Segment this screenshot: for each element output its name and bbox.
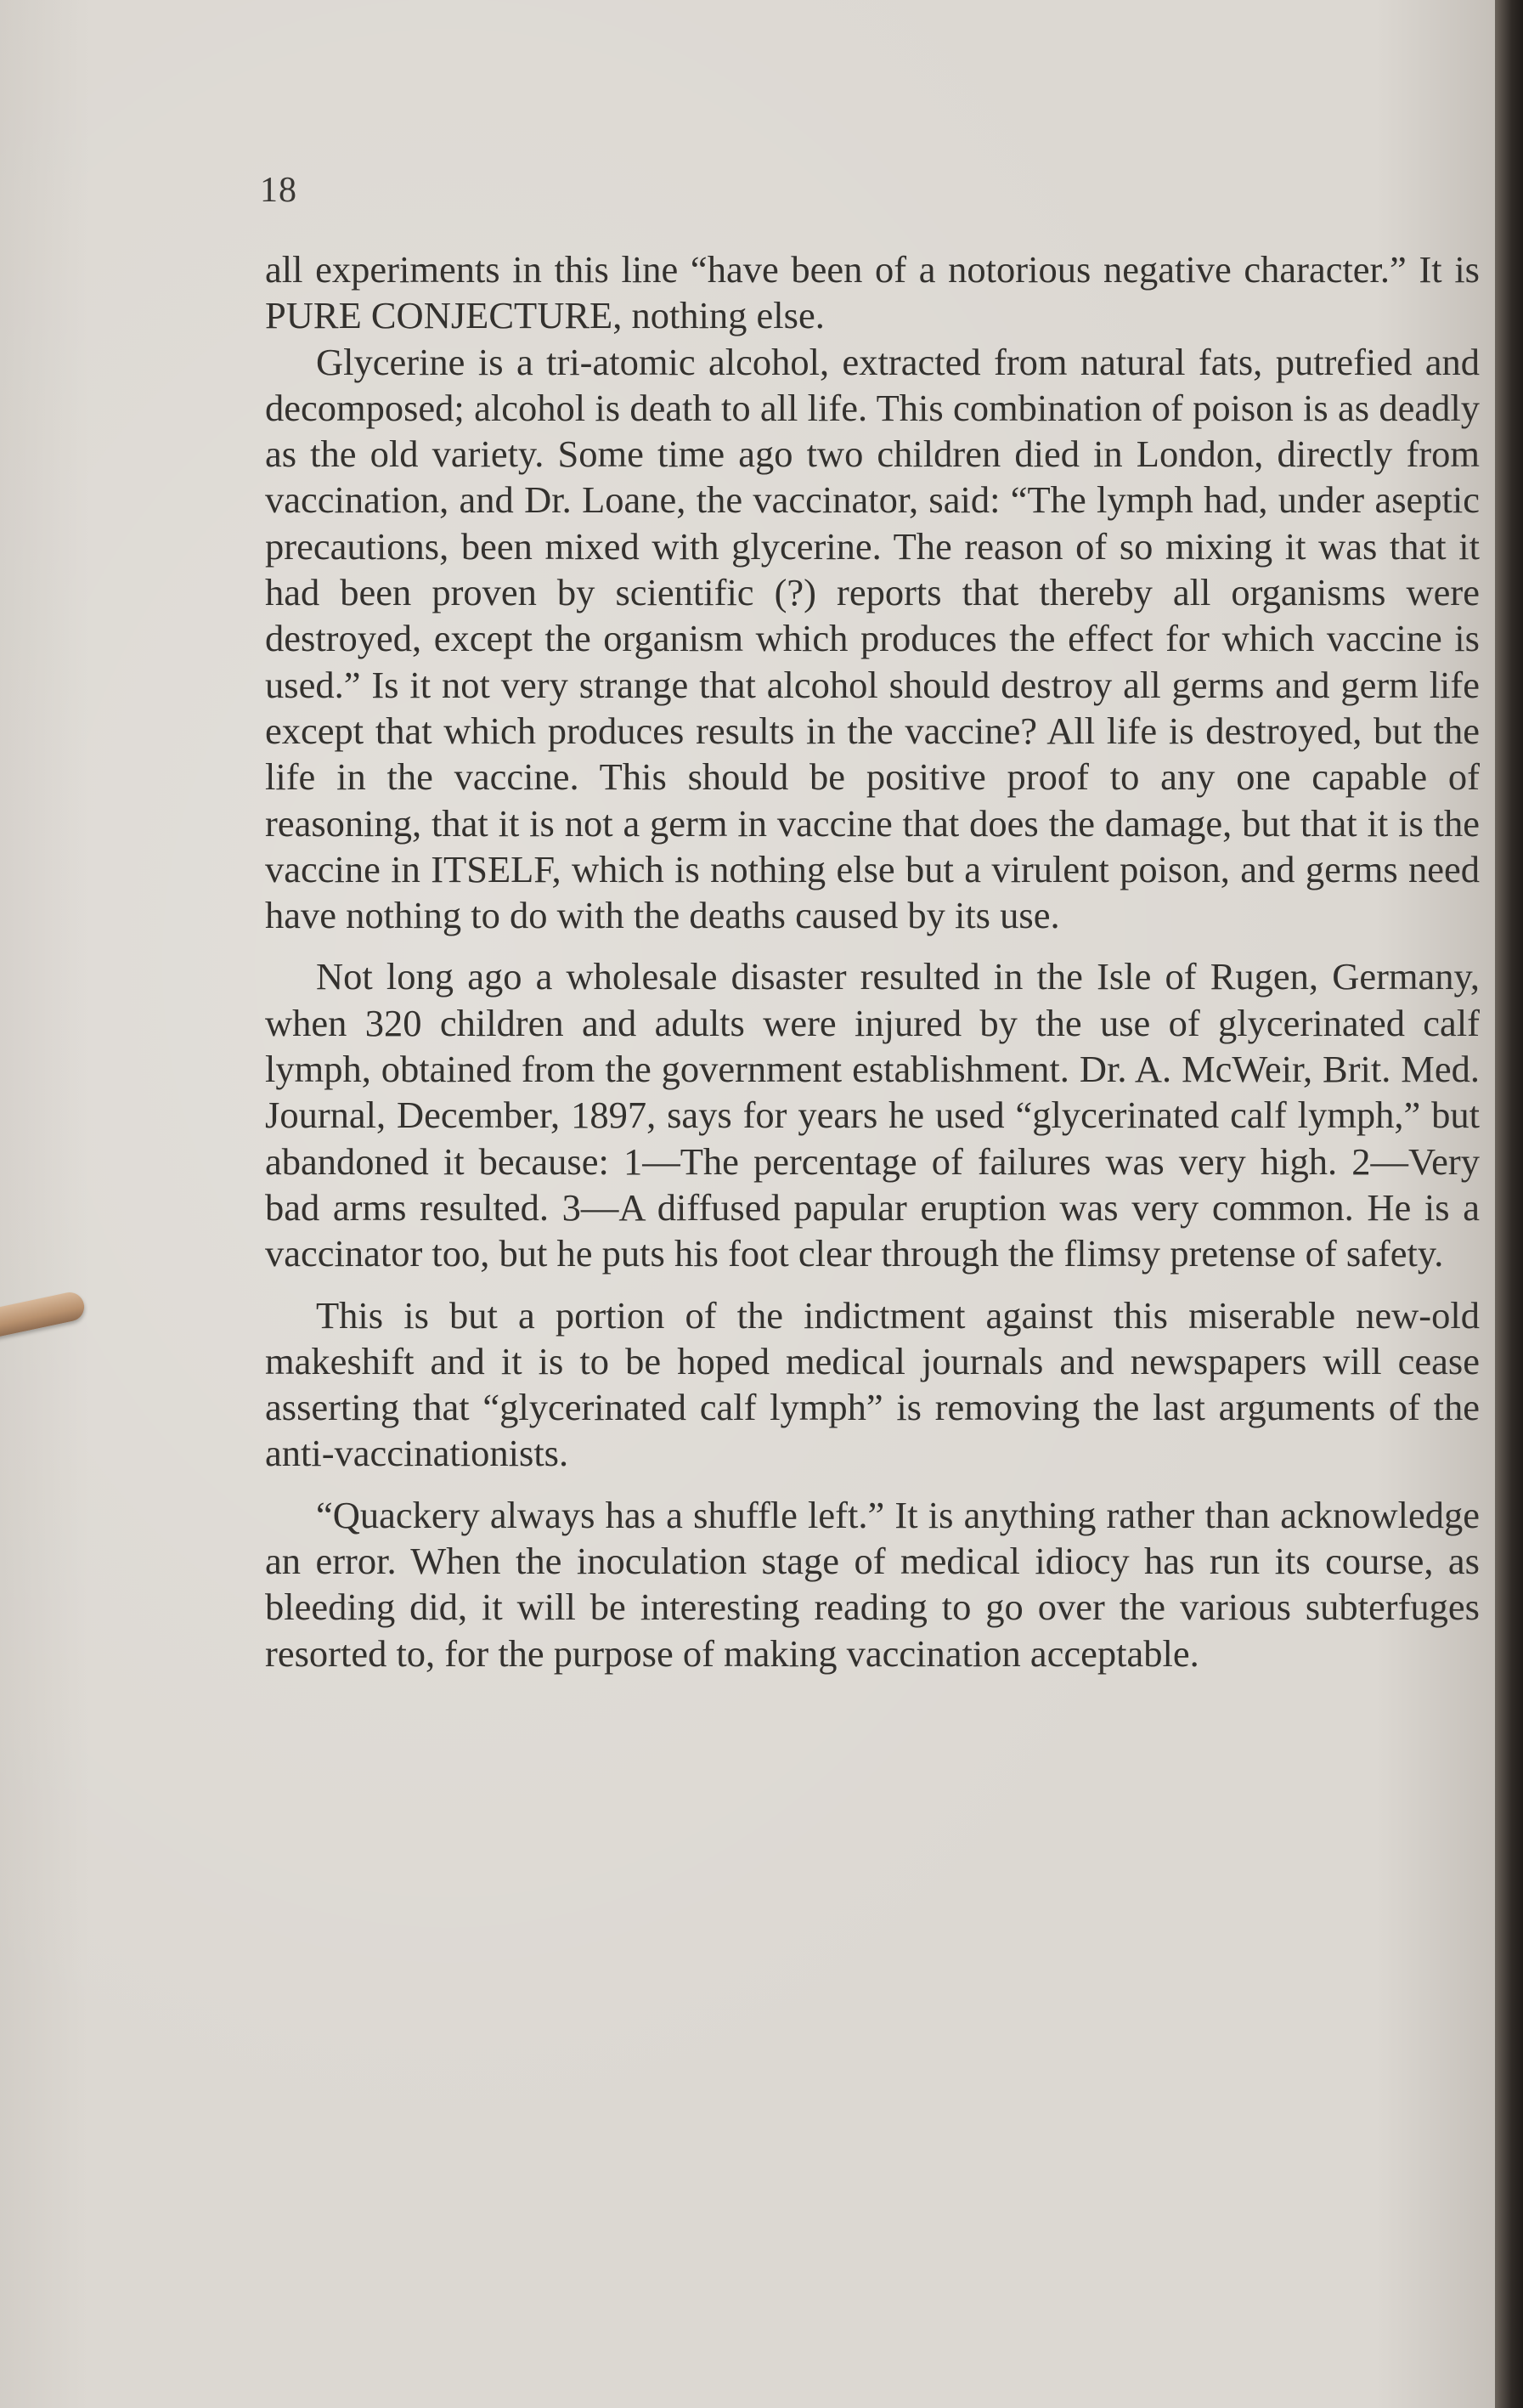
body-text — [265, 246, 1480, 1676]
page-number: 18 — [260, 171, 297, 210]
paragraph-5: “Quackery always has a shuffle left.” It is anything rather than acknowledge an error. When the inoculation stage of medical idiocy has run its course, as bleeding did, it will be interesting reading to go over the various subterfuges resorted to, for the purpose of making vaccination acceptable. — [265, 1493, 1480, 1675]
paragraph-1: all experiments in this line “have been of a notorious negative character.” It is PURE CONJECTURE, nothing else. — [265, 248, 1480, 337]
bookmark-tab — [0, 1290, 87, 1339]
paragraph-2: Glycerine is a tri-atomic alcohol, extracted from natural fats, putrefied and decomposed; alcohol is death to all life. This combination of poison is as deadly as the old variety. Some time ago two children died in London, directly from vaccination, and Dr. Loane, the vaccinator, said: “The lymph had, under aseptic precautions, been mixed with glycerine. The reason of so mixing it was that it had been proven by scientific (?) reports that thereby all organisms were destroyed, except the organism which produces the effect for which vaccine is used.” Is it not very strange that alcohol should destroy all germs and germ life except that which produces results in the vaccine? All life is destroyed, but the life in the vaccine. This should be positive proof to any one capable of reasoning, that it is not a germ in vaccine that does the damage, but that it is the vaccine in ITSELF, which is nothing else but a virulent poison, and germs need have nothing to do with the deaths caused by its use. — [265, 340, 1480, 937]
paragraph-3: Not long ago a wholesale disaster resulted in the Isle of Rugen, Germany, when 320 children and adults were injured by the use of glycerinated calf lymph, obtained from the government establishment. Dr. A. McWeir, Brit. Med. Journal, December, 1897, says for years he used “glycerinated calf lymph,” but abandoned it because: 1—The percentage of failures was very high. 2—Very bad arms resulted. 3—A diffused papular eruption was very common. He is a vaccinator too, but he puts his foot clear through the flimsy pretense of safety. — [265, 955, 1480, 1275]
book-edge-shadow — [1495, 0, 1523, 2408]
paragraph-4: This is but a portion of the indictment against this miserable new-old makeshift and it is to be hoped medical journals and newspapers will cease asserting that “glycerinated calf lymph” is removing the last arguments of the anti-vaccinationists. — [265, 1293, 1480, 1475]
